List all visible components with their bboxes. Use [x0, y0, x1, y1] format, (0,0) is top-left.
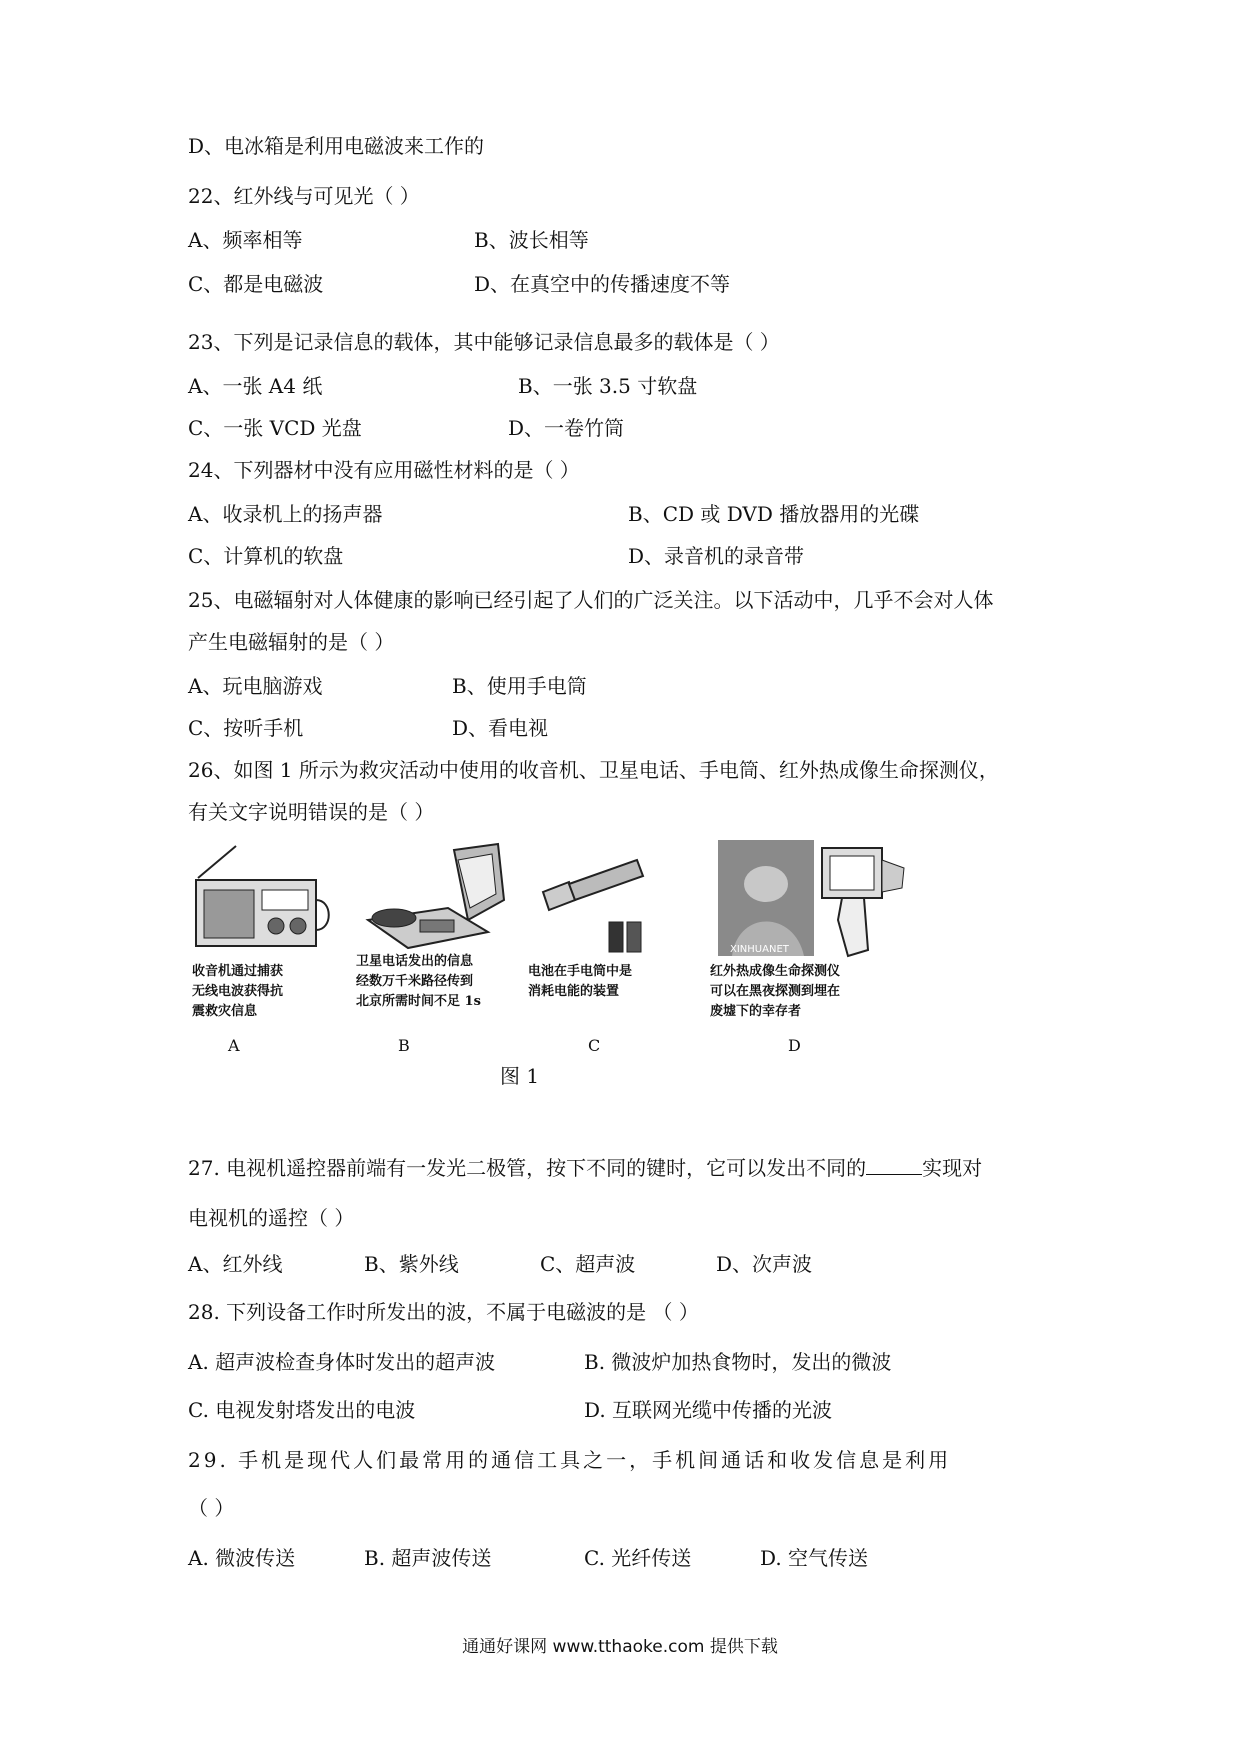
q28-stem: 28. 下列设备工作时所发出的波，不属于电磁波的是 （ ）	[188, 1300, 699, 1324]
q28-option-c: C. 电视发射塔发出的电波	[188, 1398, 416, 1422]
q25-option-b: B、使用手电筒	[452, 674, 587, 698]
q28-option-b: B. 微波炉加热食物时，发出的微波	[584, 1350, 892, 1374]
label-b: B	[398, 1036, 410, 1055]
q24-option-b: B、CD 或 DVD 播放器用的光碟	[628, 502, 920, 526]
q24-option-a: A、收录机上的扬声器	[188, 502, 383, 526]
q29-option-d: D. 空气传送	[760, 1546, 869, 1570]
flashlight-image	[533, 840, 673, 960]
q24-option-c: C、计算机的软盘	[188, 544, 344, 568]
q27-stem-part2: 实现对	[922, 1156, 983, 1180]
q29-option-c: C. 光纤传送	[584, 1546, 692, 1570]
figure-1	[188, 840, 908, 1100]
q29-stem-line1: 29. 手机是现代人们最常用的通信工具之一，手机间通话和收发信息是利用	[188, 1448, 952, 1472]
q23-option-c: C、一张 VCD 光盘	[188, 416, 362, 440]
q25-option-d: D、看电视	[452, 716, 549, 740]
q27-option-d: D、次声波	[716, 1252, 813, 1276]
q29-option-b: B. 超声波传送	[364, 1546, 492, 1570]
q25-stem-line1: 25、电磁辐射对人体健康的影响已经引起了人们的广泛关注。以下活动中，几乎不会对人体	[188, 588, 994, 612]
q29-stem-line2: （ ）	[188, 1496, 235, 1520]
q23-stem: 23、下列是记录信息的载体，其中能够记录信息最多的载体是（ ）	[188, 330, 780, 354]
figure-title: 图 1	[500, 1064, 540, 1088]
q27-stem-part1: 27. 电视机遥控器前端有一发光二极管，按下不同的键时，它可以发出不同的	[188, 1156, 867, 1180]
caption-a: 收音机通过捕获 无线电波获得抗 震救灾信息	[192, 964, 284, 1019]
q27-option-b: B、紫外线	[364, 1252, 459, 1276]
label-d: D	[788, 1036, 801, 1055]
q22-option-b: B、波长相等	[474, 228, 589, 252]
q29-option-a: A. 微波传送	[188, 1546, 296, 1570]
thermal-detector-image	[718, 840, 908, 960]
q22-option-c: C、都是电磁波	[188, 272, 324, 296]
label-c: C	[588, 1036, 601, 1055]
q24-stem: 24、下列器材中没有应用磁性材料的是（ ）	[188, 458, 580, 482]
q28-option-a: A. 超声波检查身体时发出的超声波	[188, 1350, 496, 1374]
caption-d: 红外热成像生命探测仪 可以在黑夜探测到埋在 废墟下的幸存者	[710, 964, 841, 1019]
q27-option-a: A、红外线	[188, 1252, 283, 1276]
q27-option-c: C、超声波	[540, 1252, 636, 1276]
q22-option-d: D、在真空中的传播速度不等	[474, 272, 731, 296]
radio-image	[188, 840, 338, 960]
q26-stem-line2: 有关文字说明错误的是（ ）	[188, 800, 435, 824]
label-a: A	[228, 1036, 240, 1055]
page-footer: 通通好课网 www.tthaoke.com 提供下载	[462, 1637, 778, 1657]
q27-stem-line2: 电视机的遥控（ ）	[188, 1206, 355, 1230]
q25-option-a: A、玩电脑游戏	[188, 674, 323, 698]
q27-stem-line1	[188, 1154, 982, 1182]
satellite-phone-image	[358, 840, 508, 960]
q25-stem-line2: 产生电磁辐射的是（ ）	[188, 630, 395, 654]
photo-watermark: XINHUANET	[730, 944, 789, 955]
q21-option-d: D、电冰箱是利用电磁波来工作的	[188, 134, 485, 158]
q22-option-a: A、频率相等	[188, 228, 303, 252]
caption-b: 卫星电话发出的信息 经数万千米路径传到 北京所需时间不足 1s	[356, 954, 481, 1009]
caption-c: 电池在手电筒中是 消耗电能的装置	[528, 964, 633, 999]
q23-option-d: D、一卷竹筒	[508, 416, 625, 440]
answer-blank	[866, 1154, 922, 1175]
q23-option-a: A、一张 A4 纸	[188, 374, 323, 398]
q23-option-b: B、一张 3.5 寸软盘	[518, 374, 698, 398]
q25-option-c: C、按听手机	[188, 716, 304, 740]
q22-stem: 22、红外线与可见光（ ）	[188, 184, 420, 208]
q26-stem-line1: 26、如图 1 所示为救灾活动中使用的收音机、卫星电话、手电筒、红外热成像生命探测仪，	[188, 758, 999, 782]
q28-option-d: D. 互联网光缆中传播的光波	[584, 1398, 833, 1422]
q24-option-d: D、录音机的录音带	[628, 544, 805, 568]
